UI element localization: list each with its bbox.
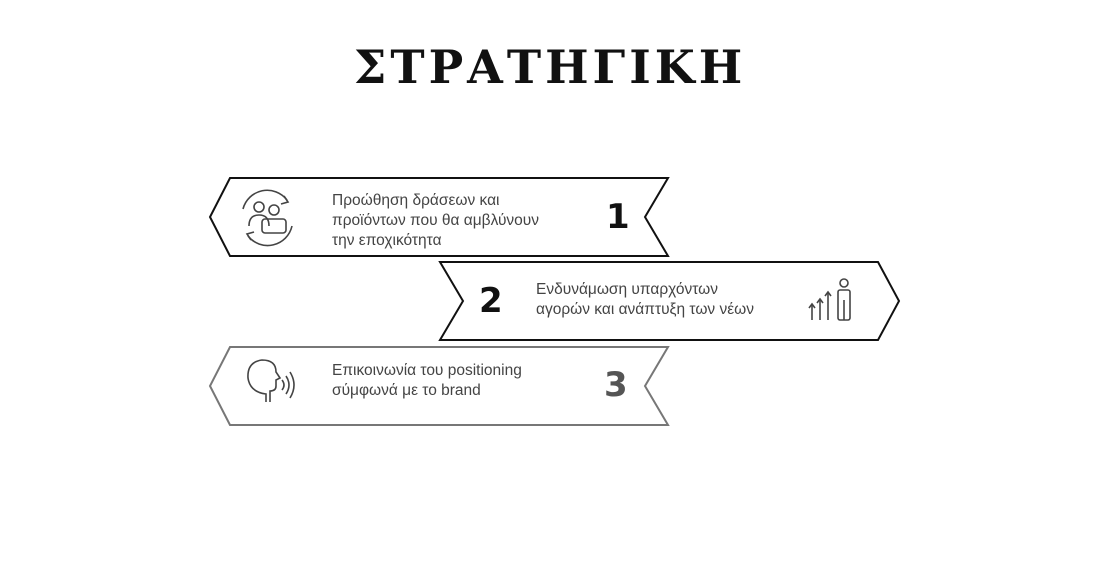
step-3-line-2: σύμφωνά με το brand [332,382,481,399]
page-title: ΣΤΡΑΤΗΓΙΚΗ [353,40,747,94]
step-3-text [332,361,522,401]
step-1-line-1: Προώθηση δράσεων και [332,192,500,209]
step-2-text [536,280,754,320]
step-2-number: 2 [479,281,503,321]
step-2-line-2: αγορών και ανάπτυξη των νέων [536,301,754,318]
step-1-text [332,191,539,251]
step-1-number: 1 [606,197,630,237]
step-1-line-2: προϊόντων που θα αμβλύνουν [332,212,540,229]
step-2-line-1: Ενδυνάμωση υπαρχόντων [536,281,719,298]
step-3-line-1: Επικοινωνία του positioning [332,362,522,379]
step-1-line-3: την εποχικότητα [332,232,442,249]
step-3-number: 3 [604,365,628,405]
